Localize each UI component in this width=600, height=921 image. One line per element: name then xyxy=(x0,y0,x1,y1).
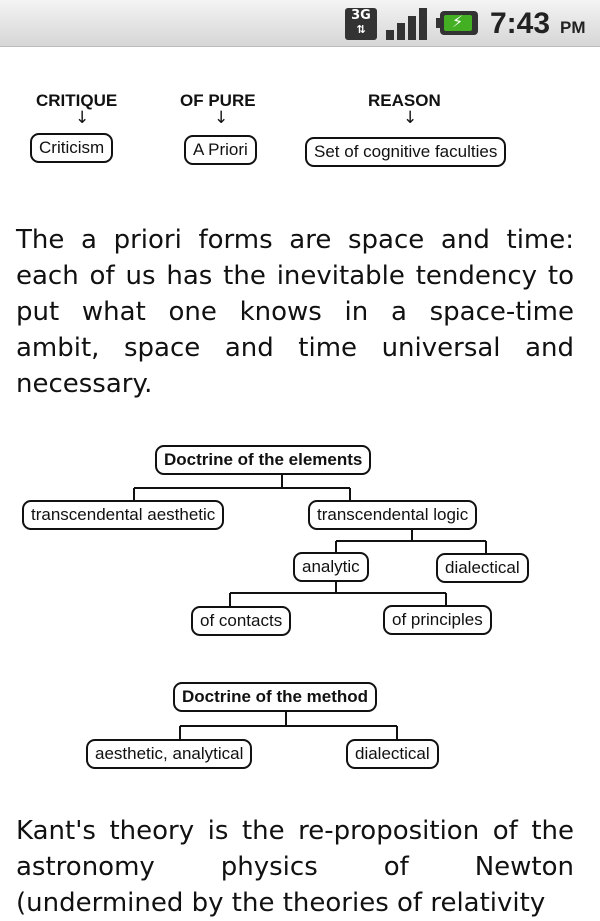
network-label: 3G xyxy=(351,8,371,23)
battery-charging-icon: ⚡ xyxy=(440,11,478,35)
clock-time: 7:43 xyxy=(490,7,551,40)
box-criticism: Criticism xyxy=(30,133,113,163)
box-of-principles: of principles xyxy=(383,605,492,635)
arrow-down-icon: ↓ xyxy=(403,108,418,128)
paragraph-kant-theory: Kant's theory is the re-proposition of the astronomy physics of Newton (undermined by the theories of relativity xyxy=(16,816,574,918)
clock-ampm: PM xyxy=(560,18,586,37)
box-aesthetic-analytical: aesthetic, analytical xyxy=(86,739,252,769)
header-reason: REASON xyxy=(368,91,441,110)
box-doctrine-elements: Doctrine of the elements xyxy=(155,445,371,475)
arrow-down-icon: ↓ xyxy=(214,108,229,128)
box-cognitive-faculties: Set of cognitive faculties xyxy=(305,137,506,167)
box-dialectical: dialectical xyxy=(436,553,529,583)
box-method-dialectical: dialectical xyxy=(346,739,439,769)
box-transcendental-logic: transcendental logic xyxy=(308,500,477,530)
header-of-pure: OF PURE xyxy=(180,91,256,110)
paragraph-a-priori-forms: The a priori forms are space and time: each of us has the inevitable tendency to put what one knows in a space-time ambit, space and time universal and necessary. xyxy=(16,225,574,399)
box-doctrine-method: Doctrine of the method xyxy=(173,682,377,712)
box-analytic: analytic xyxy=(293,552,369,582)
network-3g-icon: 3G ⇅ xyxy=(345,8,377,40)
box-transcendental-aesthetic: transcendental aesthetic xyxy=(22,500,224,530)
header-critique: CRITIQUE xyxy=(36,91,118,110)
arrow-down-icon: ↓ xyxy=(75,108,90,128)
box-of-contacts: of contacts xyxy=(191,606,291,636)
box-a-priori: A Priori xyxy=(184,135,257,165)
